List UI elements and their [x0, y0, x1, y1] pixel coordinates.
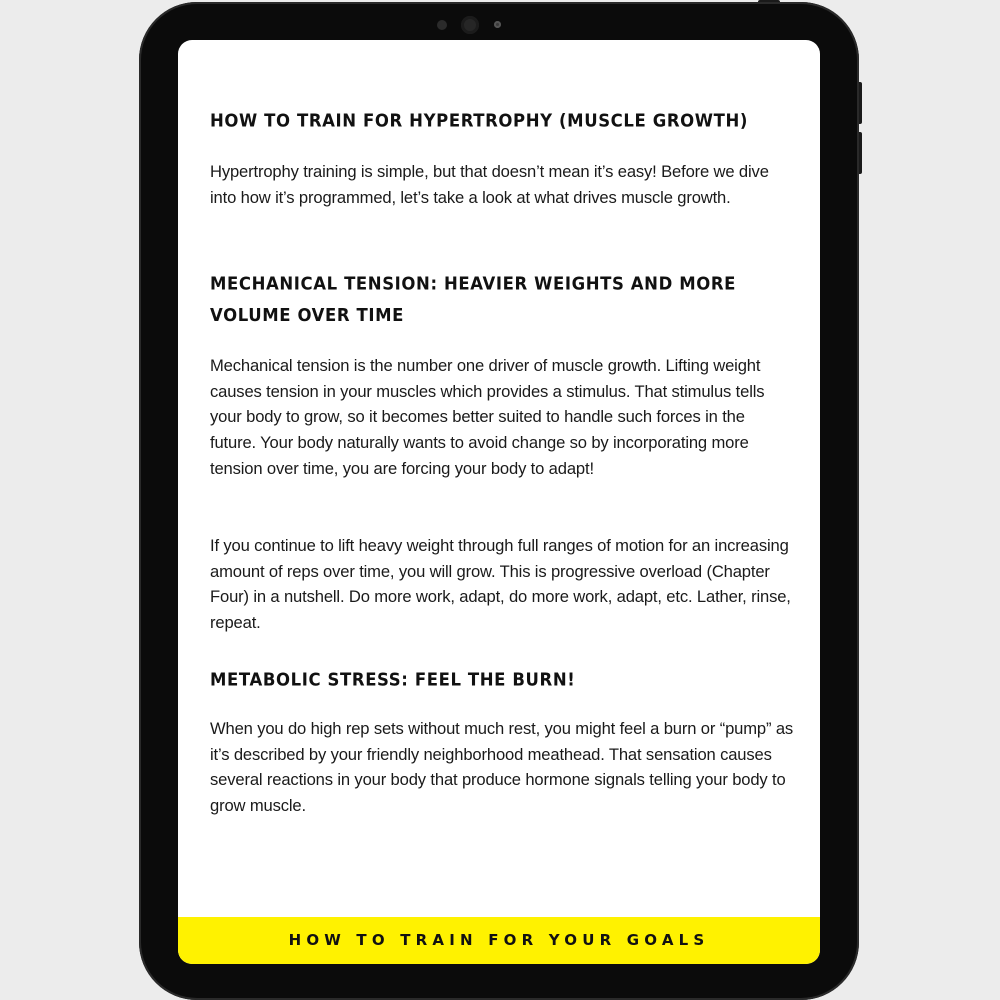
section-heading-metabolic-stress: METABOLIC STRESS: FEEL THE BURN! [210, 669, 576, 690]
paragraph-metabolic-stress: When you do high rep sets without much rest, you might feel a burn or “pump” as it’s described by your friendly neighborhood meathead. That sensation causes several reactions in your body that produce hormone signals telling your body to grow muscle. [210, 719, 794, 816]
paragraph-intro: Hypertrophy training is simple, but that doesn’t mean it’s easy! Before we dive into how it’s programmed, let’s take a look at what drives muscle growth. [210, 162, 769, 207]
tablet-screen[interactable] [178, 40, 820, 964]
light-sensor-icon [494, 21, 501, 28]
footer-bar [178, 917, 820, 964]
camera-icon [461, 16, 479, 34]
camera-bar [139, 16, 859, 36]
sensor-icon [437, 20, 447, 30]
tablet-device [139, 2, 859, 1000]
paragraph-mechanical-tension: Mechanical tension is the number one driver of muscle growth. Lifting weight causes tension in your muscles which provides a stimulus. That stimulus tells your body to grow, so it becomes better suited to handle such forces in the future. Your body naturally wants to avoid change so by incorporating more tension over time, you are forcing your body to adapt! [210, 356, 765, 478]
paragraph-progressive-overload: If you continue to lift heavy weight through full ranges of motion for an increasing amount of reps over time, you will grow. This is progressive overload (Chapter Four) in a nutshell. Do more work, adapt, do more work, adapt, etc. Lather, rinse, repeat. [210, 536, 791, 633]
footer-label: HOW TO TRAIN FOR YOUR GOALS [288, 931, 710, 949]
section-heading-mechanical-tension: MECHANICAL TENSION: HEAVIER WEIGHTS AND MORE VOLUME OVER TIME [210, 273, 737, 326]
section-heading-hypertrophy: HOW TO TRAIN FOR HYPERTROPHY (MUSCLE GROWTH) [210, 110, 749, 131]
